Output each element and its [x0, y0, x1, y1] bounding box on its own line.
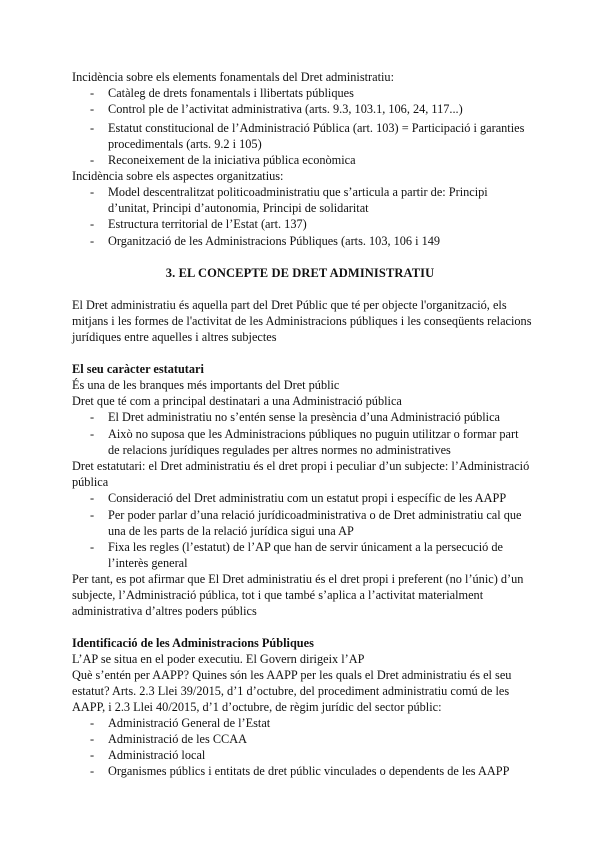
- subsection-heading: El seu caràcter estatutari: [72, 362, 204, 376]
- list-item-text: Organització de les Administracions Públiques (arts. 103, 106 i 149: [108, 234, 441, 248]
- bullet-dash: -: [90, 410, 95, 424]
- bullet-dash: -: [90, 86, 95, 100]
- list-item-text: Fixa les regles (l’estatut) de l’AP que han de servir únicament a la persecució de: [108, 540, 503, 554]
- bullet-dash: -: [90, 540, 95, 554]
- bullet-dash: -: [90, 153, 95, 167]
- list-item-text: procedimentals (arts. 9.2 i 105): [108, 137, 262, 151]
- bullet-dash: -: [90, 427, 95, 441]
- bullet-dash: -: [90, 508, 95, 522]
- subsection-heading: Identificació de les Administracions Públiques: [72, 636, 314, 650]
- bullet-dash: -: [90, 217, 95, 231]
- bullet-dash: -: [90, 491, 95, 505]
- paragraph-line: Dret que té com a principal destinatari a una Administració pública: [72, 394, 402, 408]
- list-item-text: Administració General de l’Estat: [108, 716, 271, 730]
- list-item-text: Organismes públics i entitats de dret públic vinculades o dependents de les AAPP: [108, 764, 510, 778]
- paragraph-line: mitjans i les formes de l'activitat de les Administracions públiques i les conseqüents relacions: [72, 314, 532, 328]
- paragraph-line: pública: [72, 475, 109, 489]
- list-item-text: Control ple de l’activitat administrativa (arts. 9.3, 103.1, 106, 24, 117...): [108, 102, 463, 116]
- paragraph-line: Per tant, es pot afirmar que El Dret administratiu és el dret propi i preferent (no l’únic) d’un: [72, 572, 524, 586]
- paragraph-line: subjecte, l’Administració pública, tot i que també s’aplica a l’activitat materialment: [72, 588, 484, 602]
- list-item-text: Reconeixement de la iniciativa pública econòmica: [108, 153, 356, 167]
- bullet-dash: -: [90, 102, 95, 116]
- paragraph-line: AAPP, i 2.3 Llei 40/2015, d’1 d’octubre, de règim jurídic del sector públic:: [72, 700, 442, 714]
- list-item-text: una de les parts de la relació jurídica sigui una AP: [108, 524, 354, 538]
- list-item-text: Catàleg de drets fonamentals i llibertats públiques: [108, 86, 354, 100]
- list-item-text: Estructura territorial de l’Estat (art. 137): [108, 217, 307, 231]
- list-item-text: Això no suposa que les Administracions públiques no puguin utilitzar o formar part: [108, 427, 519, 441]
- list-item-text: El Dret administratiu no s’entén sense la presència d’una Administració pública: [108, 410, 501, 424]
- bullet-dash: -: [90, 121, 95, 135]
- list-item-text: de relacions jurídiques regulades per altres normes no administratives: [108, 443, 451, 457]
- section-title: 3. EL CONCEPTE DE DRET ADMINISTRATIU: [165, 266, 435, 280]
- bullet-dash: -: [90, 764, 95, 778]
- list-item-text: l’interès general: [108, 556, 188, 570]
- paragraph-line: És una de les branques més importants del Dret públic: [72, 378, 340, 392]
- paragraph-line: administrativa d’altres poders públics: [72, 604, 257, 618]
- list-item-text: Per poder parlar d’una relació jurídicoadministrativa o de Dret administratiu cal que: [108, 508, 522, 522]
- bullet-dash: -: [90, 748, 95, 762]
- intro-line: Incidència sobre els aspectes organitzatius:: [72, 169, 284, 183]
- paragraph-line: Dret estatutari: el Dret administratiu és el dret propi i peculiar d’un subjecte: l’Administració: [72, 459, 530, 473]
- paragraph-line: estatut? Arts. 2.3 Llei 39/2015, d’1 d’octubre, del procediment administratiu comú de les: [72, 684, 510, 698]
- list-item-text: Estatut constitucional de l’Administració Pública (art. 103) = Participació i garanties: [108, 121, 525, 135]
- paragraph-line: L’AP se situa en el poder executiu. El Govern dirigeix l’AP: [72, 652, 365, 666]
- bullet-dash: -: [90, 234, 95, 248]
- paragraph-line: Què s’entén per AAPP? Quines són les AAPP per les quals el Dret administratiu és el seu: [72, 668, 512, 682]
- list-item-text: Consideració del Dret administratiu com un estatut propi i específic de les AAPP: [108, 491, 507, 505]
- bullet-dash: -: [90, 732, 95, 746]
- paragraph-line: jurídiques entre aquelles i altres subjectes: [72, 330, 277, 344]
- paragraph-line: El Dret administratiu és aquella part del Dret Públic que té per objecte l'organització, els: [72, 298, 507, 312]
- bullet-dash: -: [90, 716, 95, 730]
- list-item-text: Administració local: [108, 748, 206, 762]
- list-item-text: Model descentralitzat politicoadministratiu que s’articula a partir de: Principi: [108, 185, 488, 199]
- list-item-text: Administració de les CCAA: [108, 732, 248, 746]
- bullet-dash: -: [90, 185, 95, 199]
- list-item-text: d’unitat, Principi d’autonomia, Principi de solidaritat: [108, 201, 369, 215]
- intro-line: Incidència sobre els elements fonamentals del Dret administratiu:: [72, 70, 395, 84]
